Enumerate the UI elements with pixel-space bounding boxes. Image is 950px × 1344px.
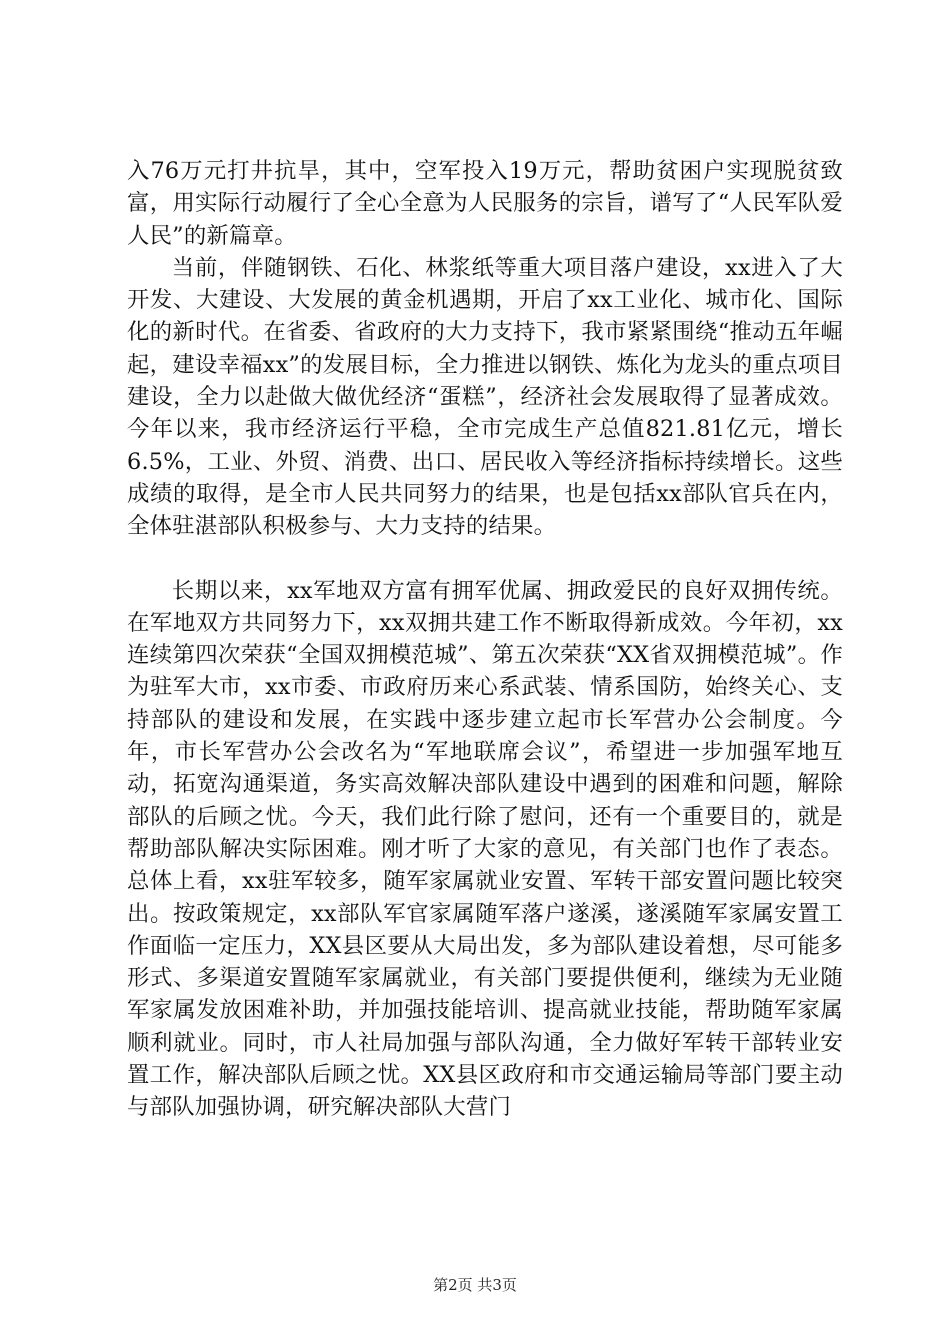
document-body: [127, 155, 843, 1124]
paragraph-2: 当前，伴随钢铁、石化、林浆纸等重大项目落户建设，xx进入了大开发、大建设、大发展的黄金机遇期，开启了xx工业化、城市化、国际化的新时代。在省委、省政府的大力支持下，我市紧紧围绕“推动五年崛起，建设幸福xx”的发展目标，全力推进以钢铁、炼化为龙头的重点项目建设，全力以赴做大做优经济“蛋糕”，经济社会发展取得了显著成效。今年以来，我市经济运行平稳，全市完成生产总值821.81亿元，增长6.5%，工业、外贸、消费、出口、居民收入等经济指标持续增长。这些成绩的取得，是全市人民共同努力的结果，也是包括xx部队官兵在内，全体驻湛部队积极参与、大力支持的结果。: [127, 254, 843, 540]
page-number-footer: 第2页 共3页: [433, 1276, 517, 1294]
paragraph-1: 入76万元打井抗旱，其中，空军投入19万元，帮助贫困户实现脱贫致富，用实际行动履行了全心全意为人民服务的宗旨，谱写了“人民军队爱人民”的新篇章。: [127, 158, 843, 249]
paragraph-3: 长期以来，xx军地双方富有拥军优属、拥政爱民的良好双拥传统。在军地双方共同努力下，xx双拥共建工作不断取得新成效。今年初，xx连续第四次荣获“全国双拥模范城”、第五次荣获“XX省双拥模范城”。作为驻军大市，xx市委、市政府历来心系武装、情系国防，始终关心、支持部队的建设和发展，在实践中逐步建立起市长军营办公会制度。今年，市长军营办公会改名为“军地联席会议”，希望进一步加强军地互动，拓宽沟通渠道，务实高效解决部队建设中遇到的困难和问题，解除部队的后顾之忧。今天，我们此行除了慰问，还有一个重要目的，就是帮助部队解决实际困难。刚才听了大家的意见，有关部门也作了表态。总体上看，xx驻军较多，随军家属就业安置、军转干部安置问题比较突出。按政策规定，xx部队军官家属随军落户遂溪，遂溪随军家属安置工作面临一定压力，XX县区要从大局出发，多为部队建设着想，尽可能多形式、多渠道安置随军家属就业，有关部门要提供便利，继续为无业随军家属发放困难补助，并加强技能培训、提高就业技能，帮助随军家属顺利就业。同时，市人社局加强与部队沟通，全力做好军转干部转业安置工作，解决部队后顾之忧。XX县区政府和市交通运输局等部门要主动与部队加强协调，研究解决部队大营门: [127, 577, 843, 1121]
paragraph-spacer: [127, 543, 843, 575]
